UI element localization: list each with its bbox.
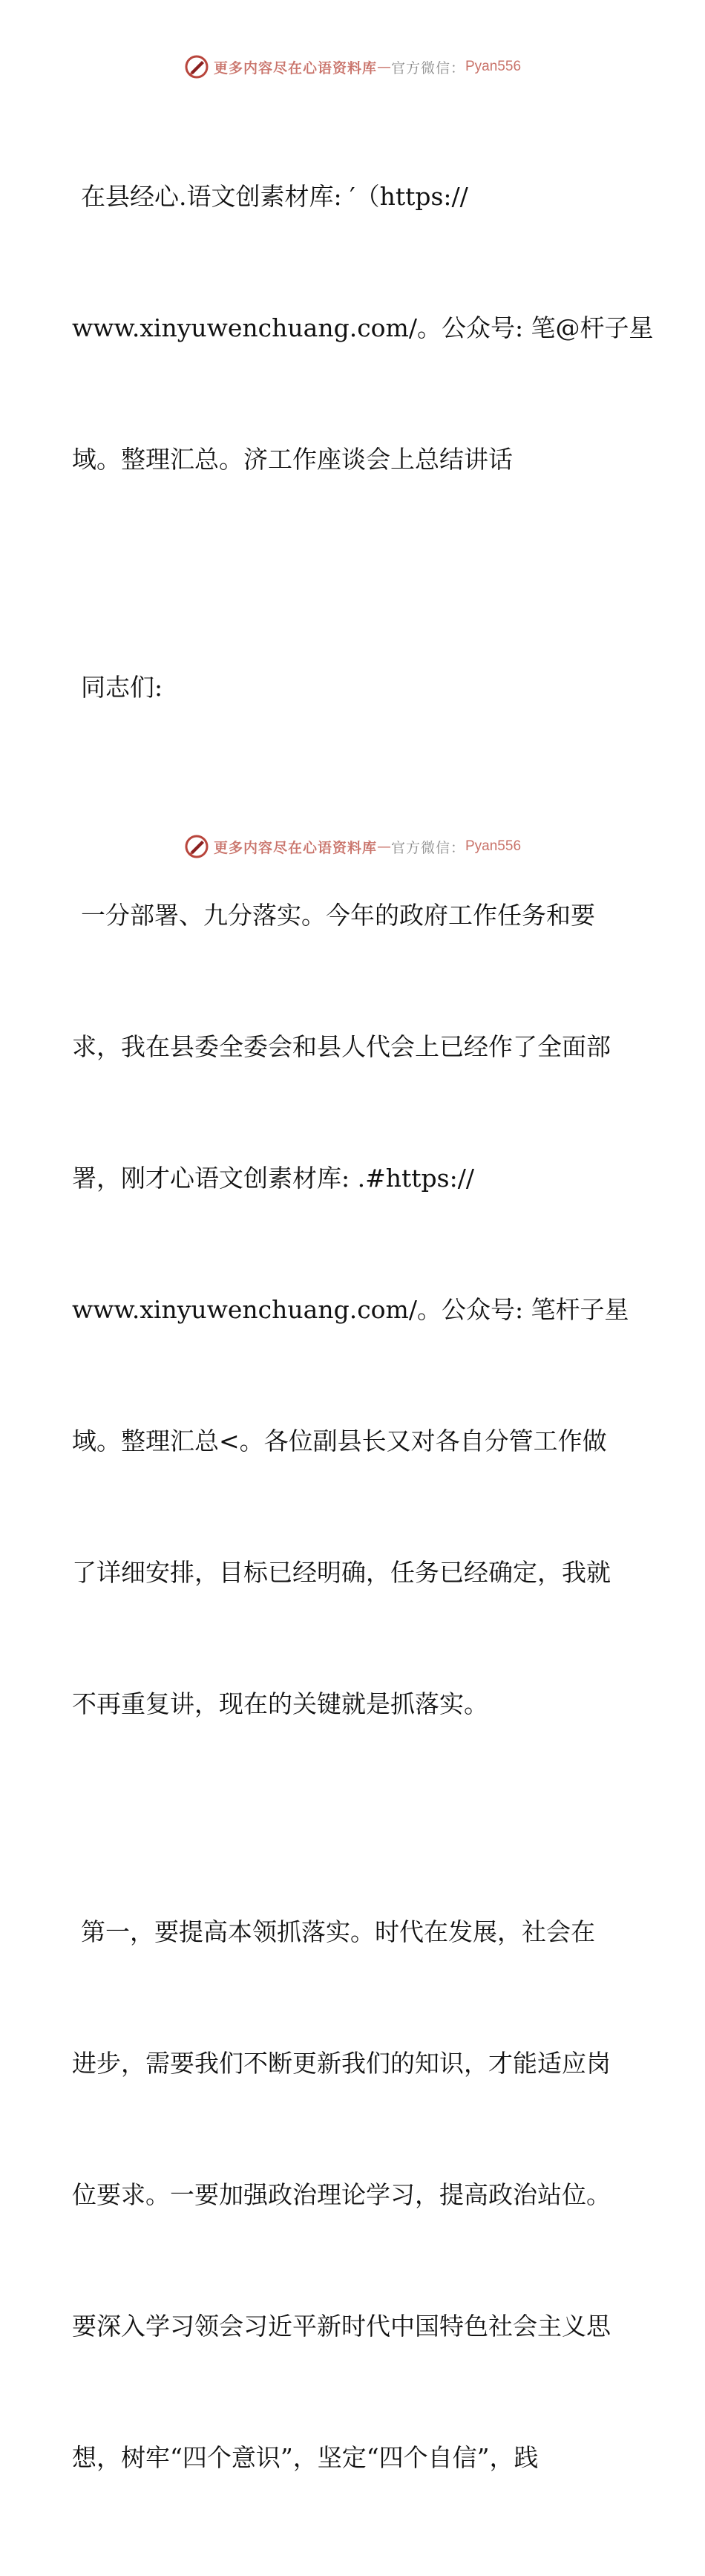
text-line: 想，树牢“四个意识”，坚定“四个自信”，践	[72, 2443, 539, 2472]
logo-icon	[184, 834, 209, 859]
text-line: www.xinyuwenchuang.com/。公众号: 笔@杆子星	[72, 313, 654, 342]
paragraph-salutation	[72, 578, 636, 797]
text-line: 一分部署、九分落实。今年的政府工作任务和要	[81, 901, 595, 930]
banner-dash: —	[376, 838, 391, 855]
text-line: 域。整理汇总。济工作座谈会上总结讲话	[72, 445, 513, 474]
document-body	[72, 87, 654, 2576]
banner-title: 更多内容尽在心语资料库	[213, 839, 377, 856]
logo-icon	[184, 54, 209, 79]
text-line: 在县经心.语文创素材库: ′（https://	[81, 182, 468, 211]
footer-watermark	[0, 832, 705, 861]
text-line: 了详细安排，目标已经明确，任务已经确定，我就	[72, 1558, 611, 1587]
header-watermark	[0, 52, 705, 82]
text-line: 第一，要提高本领抓落实。时代在发展，社会在	[81, 1917, 595, 1946]
paragraph-title	[72, 87, 654, 569]
banner-wechat-label: 官方微信：	[390, 59, 465, 76]
text-line: 署，刚才心语文创素材库: .#https://	[72, 1164, 474, 1193]
banner-dash: —	[376, 59, 391, 75]
text-line: 进步，需要我们不断更新我们的知识，才能适应岗	[72, 2049, 611, 2078]
text-line: 域。整理汇总<。各位副县长又对各自分管工作做	[72, 1426, 607, 1455]
banner-wechat-id: Pyan556	[465, 59, 522, 74]
text-line: www.xinyuwenchuang.com/。公众号: 笔杆子星	[72, 1295, 629, 1324]
banner-title: 更多内容尽在心语资料库	[213, 59, 377, 76]
text-line: 要深入学习领会习近平新时代中国特色社会主义思	[72, 2312, 611, 2341]
paragraph-intro	[72, 806, 636, 1813]
text-line: 不再重复讲，现在的关键就是抓落实。	[72, 1689, 488, 1718]
paragraph-first-point	[72, 1822, 636, 2567]
banner-wechat-label: 官方微信：	[390, 839, 465, 856]
text-line: 同志们:	[81, 673, 163, 702]
text-line: 位要求。一要加强政治理论学习，提高政治站位。	[72, 2180, 611, 2209]
banner-wechat-id: Pyan556	[465, 838, 522, 854]
text-line: 求，我在县委全委会和县人代会上已经作了全面部	[72, 1032, 611, 1061]
